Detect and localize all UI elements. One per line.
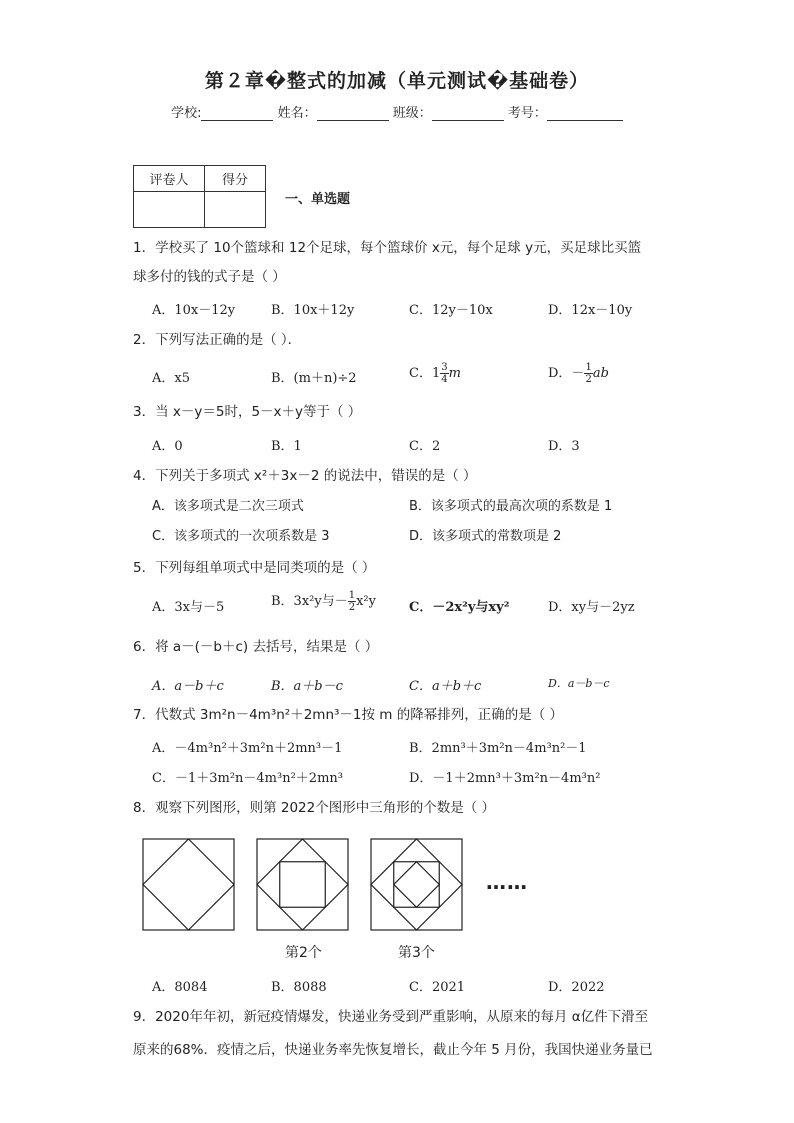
q2-option-a[interactable]: A．x5 — [152, 371, 190, 386]
q2-d-num: 1 — [585, 362, 592, 373]
school-label: 学校: — [171, 106, 202, 121]
page-title: 第２章�整式的加减（单元测试�基础卷） — [204, 70, 590, 92]
fig3-outer-square — [371, 839, 462, 930]
q5-option-a[interactable]: A．3x与－5 — [152, 600, 225, 615]
q8-option-c[interactable]: C．2021 — [409, 980, 466, 995]
q8-fig3-caption: 第3个 — [398, 945, 435, 961]
q2-option-d[interactable] — [548, 362, 609, 385]
q2-d-prefix: D．－ — [548, 366, 585, 381]
q6-option-b[interactable]: B．a＋b－c — [271, 679, 343, 694]
q4-stem: 4．下列关于多项式 x²＋3x－2 的说法中，错误的是（ ） — [133, 468, 477, 484]
q2-c-num: 3 — [441, 362, 448, 373]
fig3-inner-diamond — [394, 862, 440, 908]
q1-option-c[interactable]: C．12y－10x — [409, 303, 493, 318]
q5-b-fraction — [348, 590, 356, 613]
q5-b-suffix: x²y — [356, 594, 376, 609]
q4-option-b[interactable]: B．该多项式的最高次项的系数是 1 — [409, 499, 613, 514]
q8-option-b[interactable]: B．8088 — [271, 980, 327, 995]
q3-option-c[interactable]: C．2 — [409, 439, 441, 454]
q7-stem: 7．代数式 3m²n－4m³n²＋2mn³－1按 m 的降幂排列，正确的是（ ） — [133, 707, 564, 723]
q4-option-c[interactable]: C．该多项式的一次项系数是 3 — [152, 529, 330, 544]
q3-stem: 3．当 x－y＝5时，5－x＋y等于（ ） — [133, 404, 362, 420]
q9-line2: 原来的68%．疫情之后，快递业务率先恢复增长，截止今年 5 月份，我国快递业务量已 — [133, 1042, 653, 1058]
q1-option-d[interactable]: D．12x－10y — [548, 303, 633, 318]
fig1-diamond — [143, 839, 234, 930]
q6-option-a[interactable]: A．a－b＋c — [152, 679, 224, 694]
q5-option-d[interactable]: D．xy与－2yz — [548, 600, 635, 615]
q1-option-a[interactable]: A．10x－12y — [152, 303, 236, 318]
name-label: 姓名： — [277, 106, 317, 121]
q5-b-den: 2 — [348, 602, 356, 613]
q2-option-b[interactable]: B．(m＋n)÷2 — [271, 371, 357, 386]
q2-option-c[interactable] — [409, 362, 461, 385]
q8-stem: 8．观察下列图形，则第 2022个图形中三角形的个数是（ ） — [133, 800, 496, 816]
score-header: 得分 — [205, 166, 266, 192]
exam-no-label: 考号： — [507, 106, 547, 121]
q2-c-den: 4 — [441, 374, 448, 385]
q3-option-d[interactable]: D．3 — [548, 439, 580, 454]
grader-header: 评卷人 — [134, 166, 205, 192]
q3-option-b[interactable]: B．1 — [271, 439, 302, 454]
figure-1 — [143, 839, 234, 930]
q8-option-d[interactable]: D．2022 — [548, 980, 605, 995]
fig3-inner-square — [394, 862, 440, 908]
q8-fig2-caption: 第2个 — [285, 945, 322, 961]
q7-option-d[interactable]: D．－1＋2mn³＋3m²n－4m³n² — [409, 771, 601, 786]
q1-line1: 1．学校买了 10个篮球和 12个足球，每个篮球价 x元，每个足球 y元，买足球比买篮 — [133, 240, 642, 256]
fig1-outer-square — [143, 839, 234, 930]
score-table — [133, 165, 266, 228]
q5-option-b[interactable] — [271, 590, 376, 613]
score-cell[interactable] — [205, 192, 266, 228]
figure-2 — [257, 839, 348, 930]
q5-b-num: 1 — [348, 590, 356, 601]
q4-option-a[interactable]: A．该多项式是二次三项式 — [152, 499, 304, 514]
figure-3 — [371, 839, 462, 930]
q7-option-a[interactable]: A．－4m³n²＋3m²n＋2mn³－1 — [152, 741, 343, 756]
name-blank[interactable] — [317, 106, 389, 121]
q5-b-prefix: B．3x²y与－ — [271, 594, 348, 609]
q2-stem: 2．下列写法正确的是（ ）． — [133, 332, 302, 348]
q4-option-d[interactable]: D．该多项式的常数项是 2 — [409, 529, 562, 544]
q2-c-suffix: m — [448, 366, 461, 381]
section-title: 一、单选题 — [285, 192, 351, 207]
exam-no-blank[interactable] — [547, 106, 623, 121]
q2-d-fraction — [584, 362, 592, 385]
q2-d-den: 2 — [585, 374, 592, 385]
q8-option-a[interactable]: A．8084 — [152, 980, 208, 995]
fig2-outer-square — [257, 839, 348, 930]
q8-figure-sequence — [140, 836, 470, 934]
fig2-diamond — [257, 839, 348, 930]
fig3-diamond — [371, 839, 462, 930]
q6-option-d[interactable]: D．a－b－c — [548, 677, 610, 690]
q3-option-a[interactable]: A．0 — [152, 439, 183, 454]
fig2-inner-square — [280, 862, 326, 908]
q2-c-fraction — [440, 362, 448, 385]
q1-line2: 球多付的钱的式子是（ ） — [133, 269, 286, 285]
grader-cell[interactable] — [134, 192, 205, 228]
school-blank[interactable] — [201, 106, 273, 121]
student-info-line — [0, 102, 794, 121]
class-blank[interactable] — [432, 106, 504, 121]
q9-line1: 9．2020年年初，新冠疫情爆发，快递业务受到严重影响，从原来的每月 α亿件下滑至 — [133, 1009, 649, 1025]
q1-option-b[interactable]: B．10x＋12y — [271, 303, 355, 318]
q8-ellipsis: …… — [486, 870, 528, 894]
class-label: 班级： — [392, 106, 432, 121]
q2-d-suffix: ab — [592, 366, 609, 381]
q6-option-c[interactable]: C．a＋b＋c — [409, 679, 482, 694]
q7-option-c[interactable]: C．－1＋3m²n－4m³n²＋2mn³ — [152, 771, 343, 786]
q7-option-b[interactable]: B．2mn³＋3m²n－4m³n²－1 — [409, 741, 587, 756]
q5-stem: 5．下列每组单项式中是同类项的是（ ） — [133, 560, 376, 576]
q5-option-c[interactable]: C．－2x²y与xy² — [409, 600, 510, 615]
q2-c-prefix: C．1 — [409, 366, 441, 381]
q6-stem: 6．将 a－(－b＋c) 去括号，结果是（ ） — [133, 639, 379, 655]
